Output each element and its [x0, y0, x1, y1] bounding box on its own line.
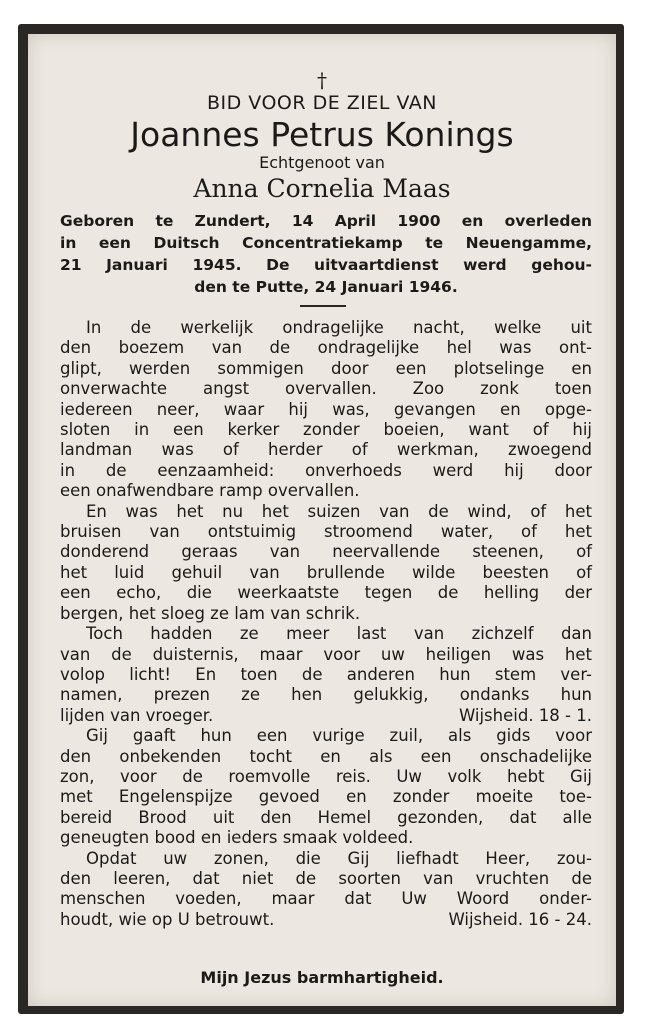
text-line-end: houdt, wie op U betrouwt. — [60, 909, 275, 929]
text-line: In de werkelijk ondragelijke nacht, welke uit — [86, 318, 592, 337]
text-line: Opdat uw zonen, die Gij liefhadt Heer, zou- — [86, 848, 592, 868]
text-line: bruisen van ontstuimig stroomend water, of het — [60, 522, 592, 542]
text-line: met Engelenspijze gevoed en zonder moeite toe- — [60, 787, 592, 807]
text-line: het luid gehuil van brullende wilde beesten of — [60, 562, 592, 582]
text-line: een echo, die weerkaatste tegen de helling der — [60, 583, 592, 603]
text-line: menschen voeden, maar dat Uw Woord onder- — [60, 889, 592, 909]
text-line: den boezem van de ondragelijke hel was ont- — [60, 338, 592, 358]
scripture-text — [60, 318, 592, 930]
spouse-label: Echtgenoot van — [259, 153, 385, 172]
card-header — [28, 70, 616, 204]
text-line: sloten in een kerker zonder boeien, want of hij — [60, 420, 592, 440]
text-line: onverwachte angst overvallen. Zoo zonk toen — [60, 379, 592, 399]
bio-line: den te Putte, 24 Januari 1946. — [194, 278, 458, 296]
text-line: in de eenzaamheid: onverhoeds werd hij door — [60, 460, 592, 480]
text-line: donderend geraas van neervallende steenen, of — [60, 542, 592, 562]
text-line — [60, 910, 592, 930]
bio-line: in een Duitsch Concentratiekamp te Neuengamme, — [60, 234, 592, 252]
text-line: volop licht! En toen de anderen hun stem ver- — [60, 664, 592, 684]
text-line: En was het nu het suizen van de wind, of het — [86, 501, 592, 521]
bio-line: Geboren te Zundert, 14 April 1900 en overleden — [60, 212, 592, 230]
paragraph — [60, 849, 592, 931]
text-line: Toch hadden ze meer last van zichzelf dan — [86, 624, 592, 644]
text-line: Gij gaaft hun een vurige zuil, als gids voor — [86, 726, 592, 746]
paragraph — [60, 318, 592, 502]
paragraph — [60, 726, 592, 848]
spouse-name: Anna Cornelia Maas — [193, 174, 451, 203]
prayer-line: BID VOOR DE ZIEL VAN — [206, 92, 438, 114]
cross-icon: † — [317, 68, 327, 92]
text-line: namen, prezen ze hen gelukkig, ondanks hun — [60, 685, 592, 705]
text-line — [60, 706, 592, 726]
text-line: landman was of herder of werkman, zwoegend — [60, 440, 592, 460]
bio-line: 21 Januari 1945. De uitvaartdienst werd gehou- — [60, 256, 592, 274]
paragraph — [60, 624, 592, 726]
text-line: den onbekenden tocht en als een onschadelijke — [60, 746, 592, 766]
closing-prayer: Mijn Jezus barmhartigheid. — [200, 968, 444, 987]
divider — [300, 305, 346, 307]
text-line: bergen, het sloeg ze lam van schrik. — [60, 603, 361, 623]
text-line: van de duisternis, maar voor uw heiligen was het — [60, 644, 592, 664]
text-line-end: lijden van vroeger. — [60, 705, 214, 725]
text-line: bereid Brood uit den Hemel gezonden, dat alle — [60, 807, 592, 827]
scripture-reference: Wijsheid. 16 - 24. — [448, 909, 592, 929]
text-line: geneugten bood en ieders smaak voldeed. — [60, 828, 414, 848]
text-line: zon, voor de roemvolle reis. Uw volk hebt Gij — [60, 766, 592, 786]
text-line: glipt, werden sommigen door een plotselinge en — [60, 358, 592, 378]
biography — [60, 210, 592, 298]
deceased-name: Joannes Petrus Konings — [130, 115, 514, 154]
text-line: een onafwendbare ramp overvallen. — [60, 481, 360, 501]
scripture-reference: Wijsheid. 18 - 1. — [458, 705, 592, 725]
text-line: den leeren, dat niet de soorten van vruchten de — [60, 868, 592, 888]
text-line: iedereen neer, waar hij was, gevangen en opge- — [60, 399, 592, 419]
paragraph — [60, 502, 592, 624]
